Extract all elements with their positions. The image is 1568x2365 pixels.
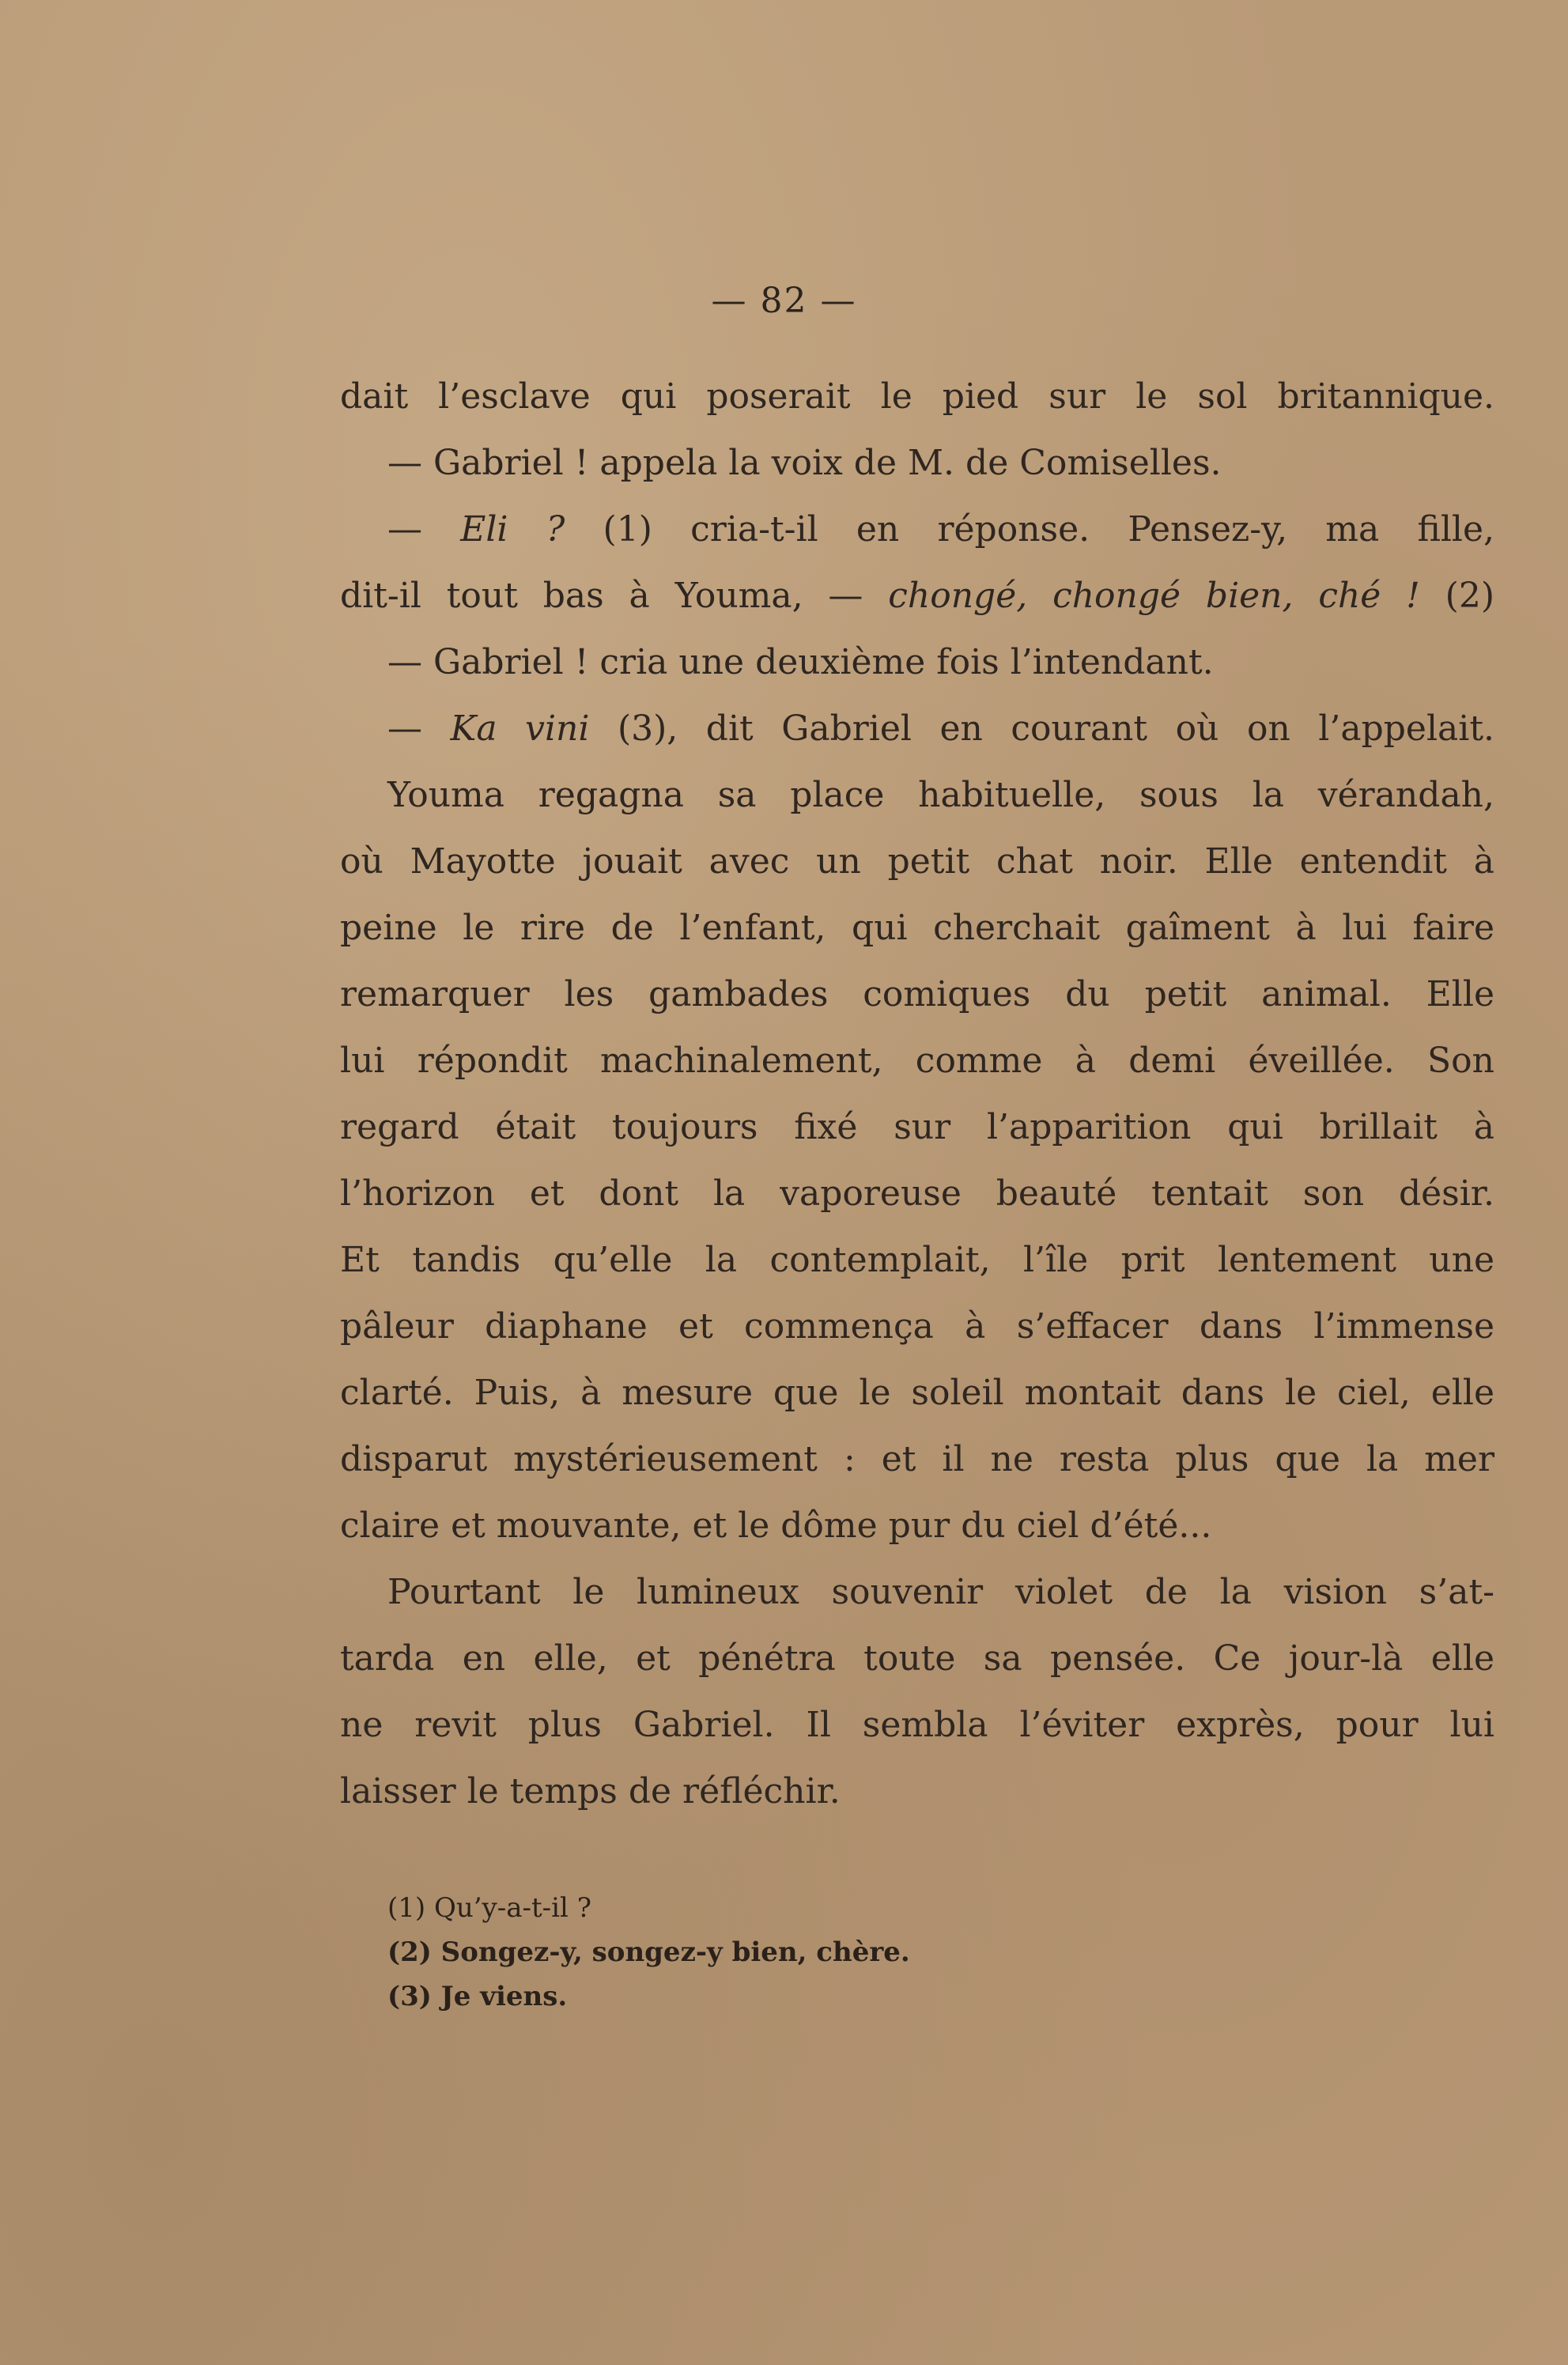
- text-line: laisser le temps de réfléchir.: [340, 1771, 841, 1812]
- text-line: clarté. Puis, à mesure que le soleil montait dans le ciel, elle: [340, 1373, 1494, 1413]
- text-line: dait l’esclave qui poserait le pied sur le sol britannique.: [340, 376, 1494, 417]
- text-line: l’horizon et dont la vaporeuse beauté tentait son désir.: [340, 1173, 1494, 1214]
- dialogue-line: — Gabriel ! appela la voix de M. de Comiselles.: [387, 443, 1222, 483]
- text-line: Youma regagna sa place habituelle, sous la vérandah,: [387, 775, 1494, 815]
- dialogue-line: — Ka vini (3), dit Gabriel en courant où on l’appelait.: [387, 708, 1494, 749]
- creole-phrase: Ka vini: [450, 708, 590, 749]
- text-line: regard était toujours fixé sur l’apparition qui brillait à: [340, 1107, 1494, 1147]
- text-line: remarquer les gambades comiques du petit animal. Elle: [340, 974, 1494, 1014]
- text-line: Pourtant le lumineux souvenir violet de la vision s’at-: [387, 1572, 1494, 1612]
- page-number: — 82 —: [711, 281, 857, 321]
- footnote: (1) Qu’y-a-t-il ?: [387, 1892, 591, 1924]
- text-line: disparut mystérieusement : et il ne resta plus que la mer: [340, 1439, 1494, 1479]
- text-line: Et tandis qu’elle la contemplait, l’île prit lentement une: [340, 1240, 1494, 1280]
- dialogue-line: — Eli ? (1) cria-t-il en réponse. Pensez-y, ma fille,: [387, 509, 1494, 550]
- text-line: ne revit plus Gabriel. Il sembla l’éviter exprès, pour lui: [340, 1705, 1494, 1745]
- text-line: peine le rire de l’enfant, qui cherchait gaîment à lui faire: [340, 908, 1494, 948]
- text-line: où Mayotte jouait avec un petit chat noir. Elle entendit à: [340, 841, 1494, 882]
- footnote: (2) Songez-y, songez-y bien, chère.: [387, 1936, 910, 1968]
- creole-phrase: chongé, chongé bien, ché !: [888, 576, 1420, 616]
- footnotes: [387, 1886, 1099, 2019]
- text-line: lui répondit machinalement, comme à demi éveillée. Son: [340, 1041, 1494, 1081]
- body-text: [340, 364, 1494, 1825]
- text-line: dit-il tout bas à Youma, — chongé, chongé bien, ché ! (2): [340, 576, 1495, 616]
- dialogue-line: — Gabriel ! cria une deuxième fois l’intendant.: [387, 642, 1214, 682]
- text-line: claire et mouvante, et le dôme pur du ciel d’été...: [340, 1506, 1212, 1546]
- footnote: (3) Je viens.: [387, 1981, 568, 2012]
- creole-phrase: Eli ?: [460, 509, 565, 550]
- text-line: tarda en elle, et pénétra toute sa pensée. Ce jour-là elle: [340, 1638, 1494, 1679]
- text-line: pâleur diaphane et commença à s’effacer dans l’immense: [340, 1306, 1494, 1347]
